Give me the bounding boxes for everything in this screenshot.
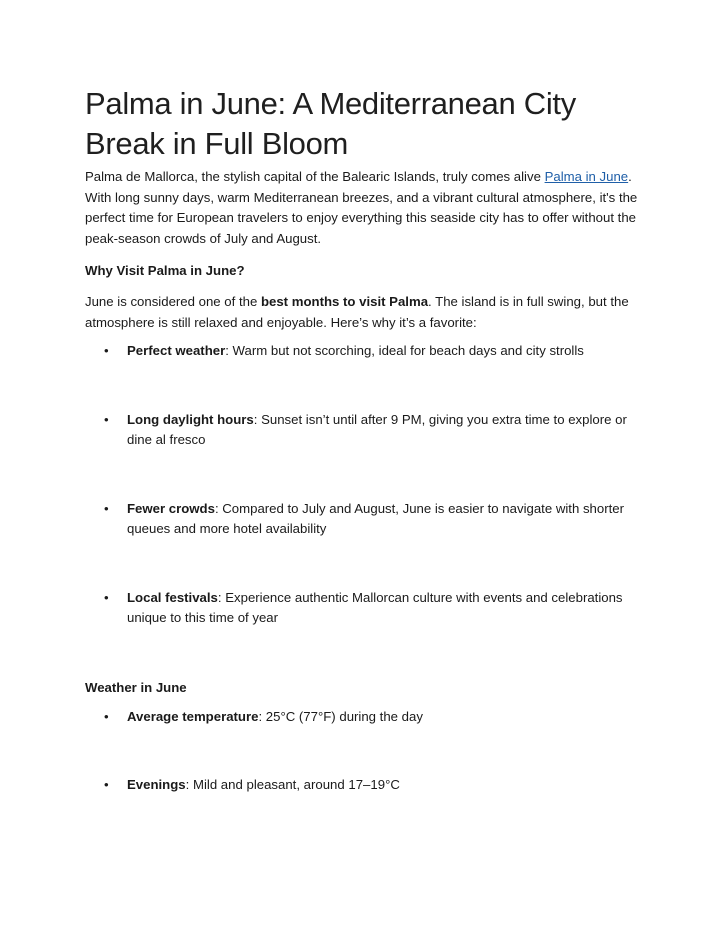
why-visit-paragraph — [85, 292, 645, 333]
item-bold-label: Perfect weather — [127, 343, 226, 358]
item-text: : Compared to July and August, June is easier to navigate with shorter queues and more hotel availability — [127, 500, 624, 536]
why-visit-list — [85, 341, 645, 629]
why-text-end: . The island is in full swing, but the atmosphere is still relaxed and enjoyable. Here’s why it’s a favorite: — [85, 294, 629, 330]
item-text: : Mild and pleasant, around 17–19°C — [185, 777, 400, 792]
list-item — [85, 341, 645, 362]
bullet-icon: • — [104, 411, 109, 427]
intro-paragraph — [85, 167, 645, 249]
item-bold-label: Evenings — [127, 777, 186, 792]
why-text-start: June is considered one of the — [85, 294, 261, 309]
intro-text-start: Palma de Mallorca, the stylish capital of the Balearic Islands, truly comes alive — [85, 169, 545, 184]
bullet-icon: • — [104, 777, 109, 792]
item-bold-label: Long daylight hours — [127, 411, 254, 427]
item-bold-label: Local festivals — [127, 589, 218, 605]
why-text-bold: best months to visit Palma — [260, 294, 429, 309]
item-text: : 25°C (77°F) during the day — [258, 708, 423, 724]
why-visit-heading: Why Visit Palma in June? — [85, 263, 245, 278]
intro-text-end: . With long sunny days, warm Mediterranean breezes, and a vibrant cultural atmosphere, it's the perfect time for European travelers to enjoy everything this seaside city has to offer without the peak-season crowds of July and August. — [85, 169, 638, 246]
item-text: : Experience authentic Mallorcan culture with events and celebrations unique to this time of year — [127, 589, 623, 625]
article-title: Palma in June: A Mediterranean City Break in Full Bloom — [85, 86, 576, 161]
item-bold-label: Average temperature — [127, 708, 259, 724]
list-item — [85, 499, 645, 540]
list-item — [85, 410, 645, 451]
list-item — [85, 588, 645, 629]
bullet-icon: • — [104, 500, 109, 516]
list-item — [85, 707, 645, 728]
palma-in-june-link[interactable]: Palma in June — [544, 169, 629, 184]
item-text: : Warm but not scorching, ideal for beach days and city strolls — [225, 343, 584, 358]
document-page — [85, 84, 645, 796]
item-bold-label: Fewer crowds — [127, 500, 215, 516]
list-item — [85, 775, 645, 796]
item-text: : Sunset isn’t until after 9 PM, giving you extra time to explore or dine al fresco — [127, 411, 627, 447]
weather-list — [85, 707, 645, 796]
bullet-icon: • — [104, 343, 109, 358]
bullet-icon: • — [104, 589, 109, 605]
weather-heading: Weather in June — [85, 679, 187, 695]
bullet-icon: • — [104, 708, 109, 724]
